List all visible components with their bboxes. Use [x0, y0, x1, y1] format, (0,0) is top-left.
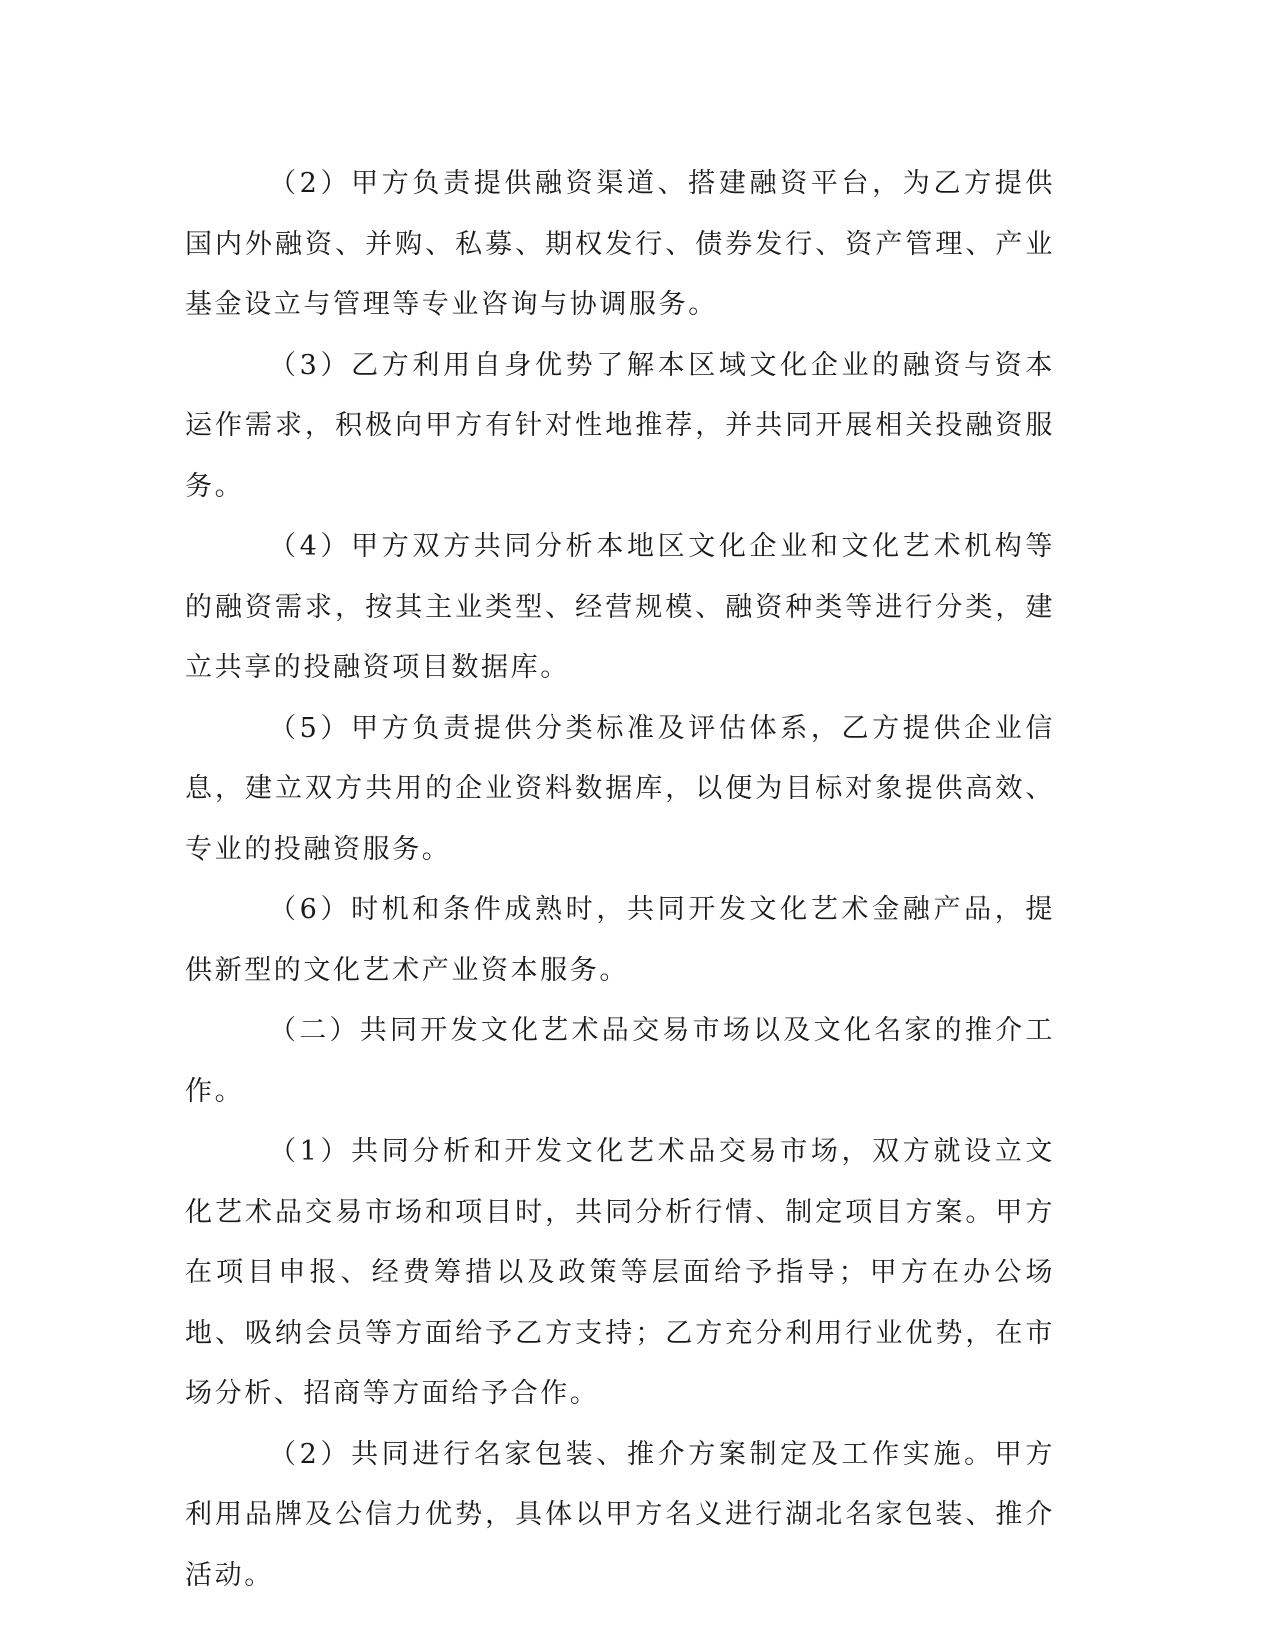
paragraph-enterprise-database: （5）甲方负责提供分类标准及评估体系，乙方提供企业信息，建立双方共用的企业资料数据库，以便为目标对象提供高效、专业的投融资服务。: [185, 712, 1055, 865]
paragraph-project-database: （4）甲方双方共同分析本地区文化企业和文化艺术机构等的融资需求，按其主业类型、经营规模、融资种类等进行分类，建立共享的投融资项目数据库。: [185, 531, 1055, 683]
paragraph-financing-channels: （2）甲方负责提供融资渠道、搭建融资平台，为乙方提供国内外融资、并购、私募、期权发行、债券发行、资产管理、产业基金设立与管理等专业咨询与协调服务。: [185, 168, 1055, 320]
paragraph-financial-products: （6）时机和条件成熟时，共同开发文化艺术金融产品，提供新型的文化艺术产业资本服务。: [185, 894, 1055, 986]
paragraph-art-trading-market: （1）共同分析和开发文化艺术品交易市场，双方就设立文化艺术品交易市场和项目时，共同分析行情、制定项目方案。甲方在项目申报、经费筹措以及政策等层面给予指导；甲方在办公场地、吸纳会员等方面给予乙方支持；乙方充分利用行业优势，在市场分析、招商等方面给予合作。: [185, 1136, 1055, 1409]
section-heading-art-market: （二）共同开发文化艺术品交易市场以及文化名家的推介工作。: [185, 1015, 1055, 1107]
document-body: [185, 154, 1055, 1606]
paragraph-artist-promotion: （2）共同进行名家包装、推介方案制定及工作实施。甲方利用品牌及公信力优势，具体以甲方名义进行湖北名家包装、推介活动。: [185, 1438, 1055, 1591]
paragraph-regional-needs: （3）乙方利用自身优势了解本区域文化企业的融资与资本运作需求，积极向甲方有针对性地推荐，并共同开展相关投融资服务。: [185, 349, 1055, 502]
